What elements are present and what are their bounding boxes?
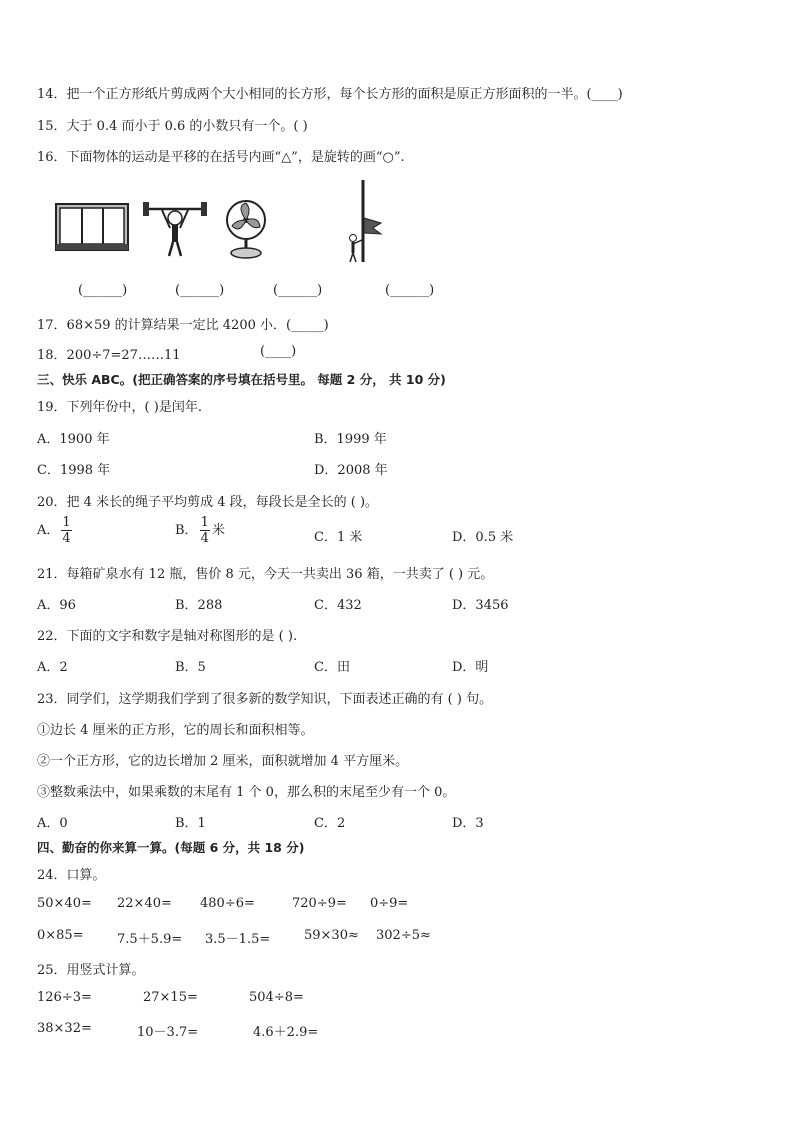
q24-item: 3.5－1.5= <box>205 932 271 947</box>
question-21: 21．每箱矿泉水有 12 瓶，售价 8 元，今天一共卖出 36 箱，一共卖了 ( ) 元。 <box>37 567 494 582</box>
electric-fan-icon <box>224 198 270 260</box>
question-17: 17．68×59 的计算结果一定比 4200 小．(_____) <box>37 318 329 333</box>
q21-option-b[interactable]: B．288 <box>175 598 223 613</box>
q19-option-c[interactable]: C．1998 年 <box>37 463 111 478</box>
question-24: 24．口算。 <box>37 868 106 883</box>
q23-option-c[interactable]: C．2 <box>314 816 346 831</box>
flag-raising-icon <box>343 178 383 264</box>
q24-item: 59×30≈ <box>304 928 359 943</box>
q23-statement-2: ②一个正方形，它的边长增加 2 厘米，面积就增加 4 平方厘米。 <box>37 754 409 769</box>
q22-option-a[interactable]: A．2 <box>37 660 68 675</box>
q25-item: 4.6＋2.9= <box>253 1025 319 1040</box>
q25-item: 126÷3= <box>37 990 92 1005</box>
q20-option-a[interactable] <box>37 515 74 546</box>
q22-option-d[interactable]: D．明 <box>452 660 489 675</box>
q19-option-b[interactable]: B．1999 年 <box>314 432 387 447</box>
q16-blank-1[interactable]: (______) <box>78 283 128 298</box>
section-4-heading: 四、勤奋的你来算一算。(每题 6 分，共 18 分) <box>37 840 305 855</box>
question-18: 18．200÷7=27……11 <box>37 348 181 363</box>
q23-statement-1: ①边长 4 厘米的正方形，它的周长和面积相等。 <box>37 723 314 738</box>
fraction-one-quarter: $\frac{1}{4}$ <box>62 515 71 546</box>
q23-statement-3: ③整数乘法中，如果乘数的末尾有 1 个 0，那么积的末尾至少有一个 0。 <box>37 785 456 800</box>
question-16: 16．下面物体的运动是平移的在括号内画“△”，是旋转的画“○”. <box>37 150 405 165</box>
q20-b-unit: 米 <box>211 523 225 538</box>
q23-option-d[interactable]: D．3 <box>452 816 484 831</box>
q21-option-a[interactable]: A．96 <box>37 598 76 613</box>
question-23: 23．同学们，这学期我们学到了很多新的数学知识，下面表述正确的有 ( ) 句。 <box>37 692 493 707</box>
question-19: 19．下列年份中，( )是闰年. <box>37 400 202 415</box>
question-25: 25．用竖式计算。 <box>37 963 145 978</box>
q20-option-c[interactable]: C．1 米 <box>314 530 363 545</box>
q16-blank-4[interactable]: (______) <box>385 283 435 298</box>
q18-blank[interactable]: (____) <box>260 344 297 359</box>
q24-item: 0×85= <box>37 928 84 943</box>
q20-option-b[interactable] <box>175 515 225 546</box>
q16-blank-3[interactable]: (______) <box>273 283 323 298</box>
q24-item: 0÷9= <box>370 896 409 911</box>
q22-option-b[interactable]: B．5 <box>175 660 206 675</box>
q24-item: 50×40= <box>37 896 92 911</box>
q25-item: 38×32= <box>37 1021 92 1036</box>
window-sliding-icon <box>55 203 130 253</box>
q24-item: 302÷5≈ <box>376 928 431 943</box>
question-20: 20．把 4 米长的绳子平均剪成 4 段，每段长是全长的 ( )。 <box>37 495 379 510</box>
q16-blank-2[interactable]: (______) <box>175 283 225 298</box>
q19-option-d[interactable]: D．2008 年 <box>314 463 388 478</box>
weightlifter-icon <box>142 198 208 258</box>
section-3-heading: 三、快乐 ABC。(把正确答案的序号填在括号里。 每题 2 分， 共 10 分) <box>37 372 446 387</box>
question-14: 14．把一个正方形纸片剪成两个大小相同的长方形，每个长方形的面积是原正方形面积的一半。(____) <box>37 87 623 102</box>
q22-option-c[interactable]: C．田 <box>314 660 350 675</box>
fraction-one-quarter-meter: $\frac{1}{4}$ <box>200 515 209 546</box>
q23-option-b[interactable]: B．1 <box>175 816 206 831</box>
q21-option-c[interactable]: C．432 <box>314 598 362 613</box>
question-22: 22．下面的文字和数字是轴对称图形的是 ( ). <box>37 629 298 644</box>
q20-b-prefix: B． <box>175 523 198 538</box>
q25-item: 27×15= <box>143 990 198 1005</box>
q25-item: 504÷8= <box>249 990 304 1005</box>
q24-item: 22×40= <box>117 896 172 911</box>
q24-item: 480÷6= <box>200 896 255 911</box>
q23-option-a[interactable]: A．0 <box>37 816 68 831</box>
q24-item: 720÷9= <box>292 896 347 911</box>
q20-a-prefix: A． <box>37 523 60 538</box>
q19-option-a[interactable]: A．1900 年 <box>37 432 110 447</box>
q20-option-d[interactable]: D．0.5 米 <box>452 530 514 545</box>
question-15: 15．大于 0.4 而小于 0.6 的小数只有一个。( ) <box>37 119 308 134</box>
q25-item: 10－3.7= <box>137 1025 199 1040</box>
q21-option-d[interactable]: D．3456 <box>452 598 509 613</box>
q24-item: 7.5＋5.9= <box>117 932 183 947</box>
